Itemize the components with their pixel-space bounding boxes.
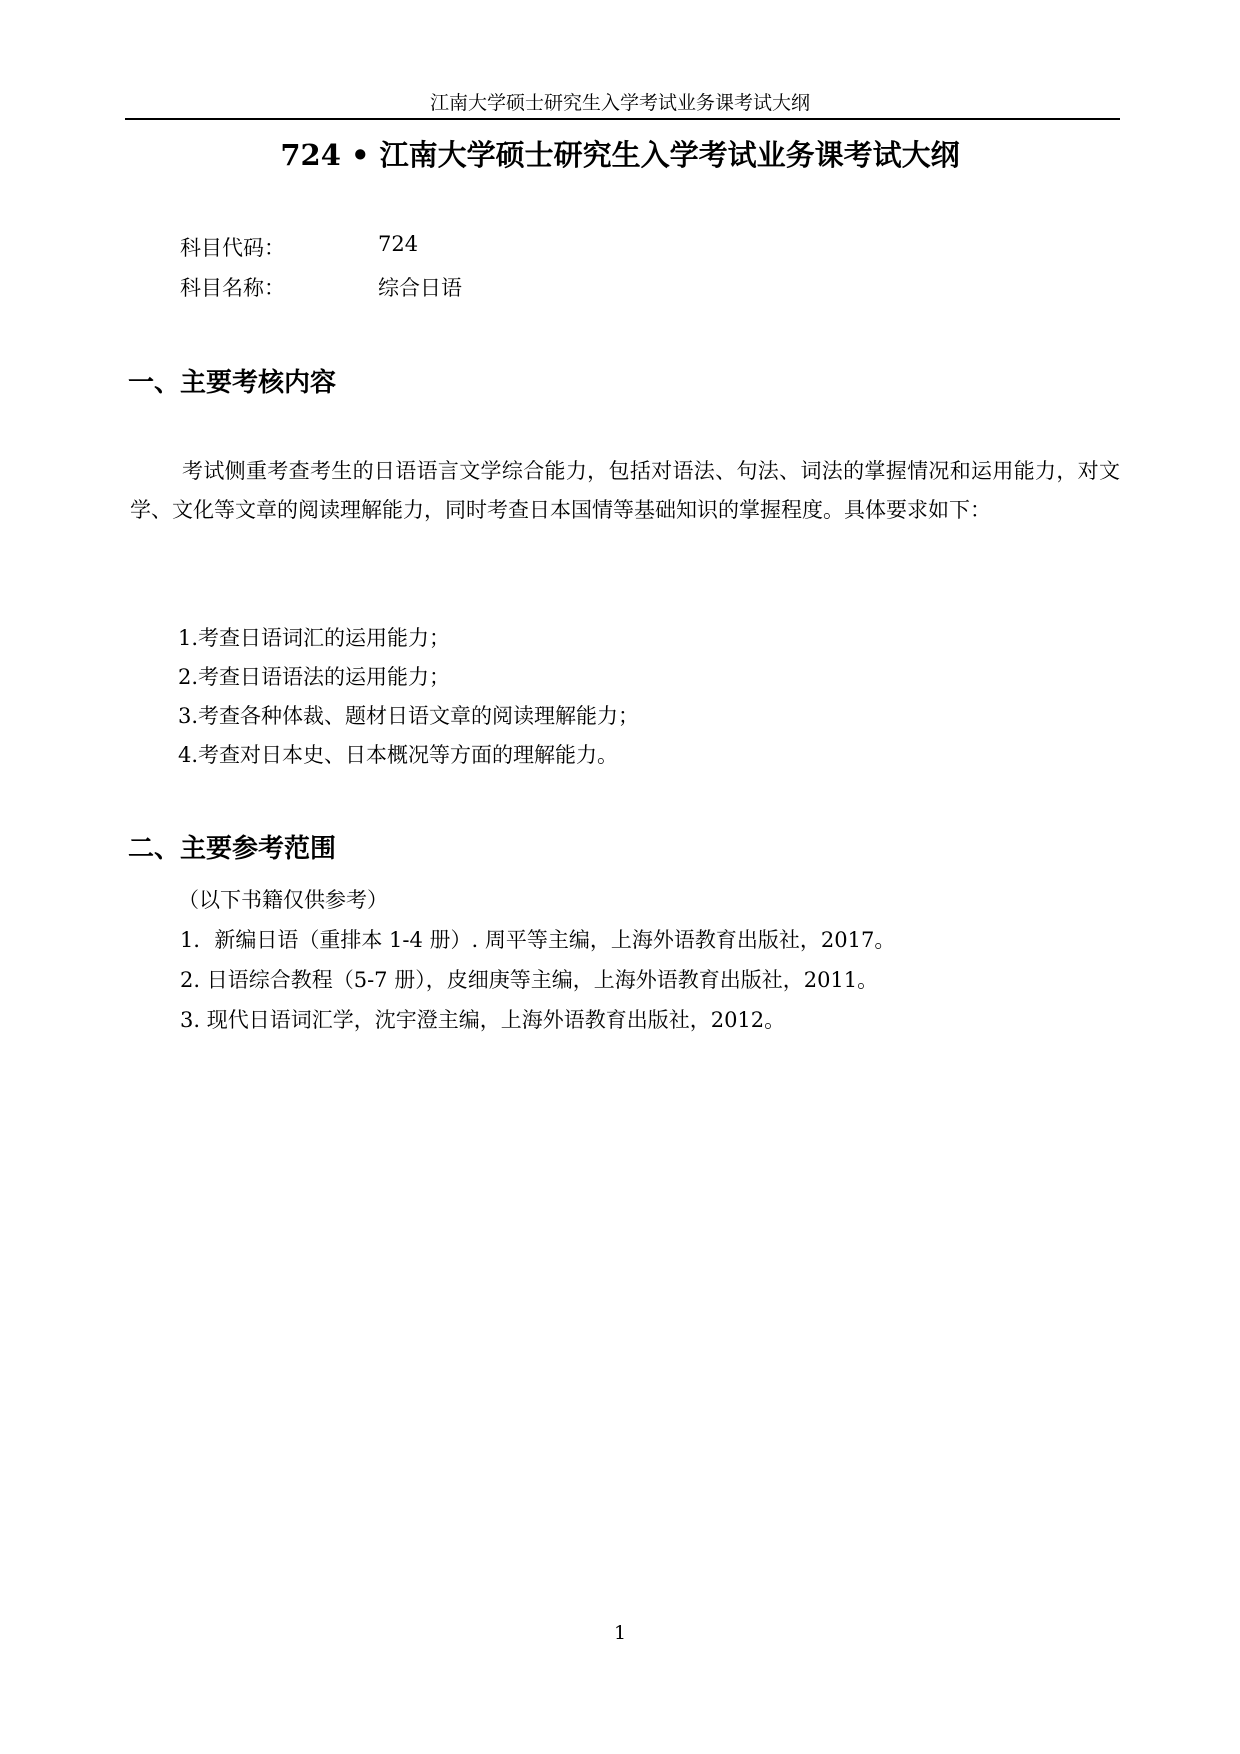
reference-item: 2. 日语综合教程（5-7 册），皮细庚等主编，上海外语教育出版社，2011。	[180, 968, 879, 992]
list-item: 4.考查对日本史、日本概况等方面的理解能力。	[178, 743, 619, 767]
section1-paragraph: 考试侧重考查考生的日语语言文学综合能力，包括对语法、句法、词法的掌握情况和运用能力，对文学、文化等文章的阅读理解能力，同时考查日本国情等基础知识的掌握程度。具体要求如下：	[130, 459, 1120, 522]
section2-heading: 二、主要参考范围	[128, 834, 337, 864]
subject-name-label: 科目名称：	[180, 276, 285, 300]
reference-item: 3. 现代日语词汇学，沈宇澄主编，上海外语教育出版社，2012。	[180, 1008, 786, 1032]
subject-code-label: 科目代码：	[180, 236, 285, 260]
section1-heading: 一、主要考核内容	[128, 368, 337, 398]
subject-code-value: 724	[378, 232, 419, 256]
running-header: 江南大学硕士研究生入学考试业务课考试大纲	[429, 92, 810, 114]
list-item: 2.考查日语语法的运用能力；	[178, 665, 451, 689]
list-item: 1.考查日语词汇的运用能力；	[178, 626, 451, 650]
document-title: 724 • 江南大学硕士研究生入学考试业务课考试大纲	[280, 138, 960, 172]
header-rule	[125, 118, 1120, 120]
reference-item: 1．新编日语（重排本 1-4 册）. 周平等主编，上海外语教育出版社，2017。	[180, 928, 896, 952]
reference-note: （以下书籍仅供参考）	[178, 888, 388, 912]
subject-name-value: 综合日语	[378, 276, 462, 300]
page-number: 1	[613, 1622, 627, 1644]
list-item: 3.考查各种体裁、题材日语文章的阅读理解能力；	[178, 704, 640, 728]
